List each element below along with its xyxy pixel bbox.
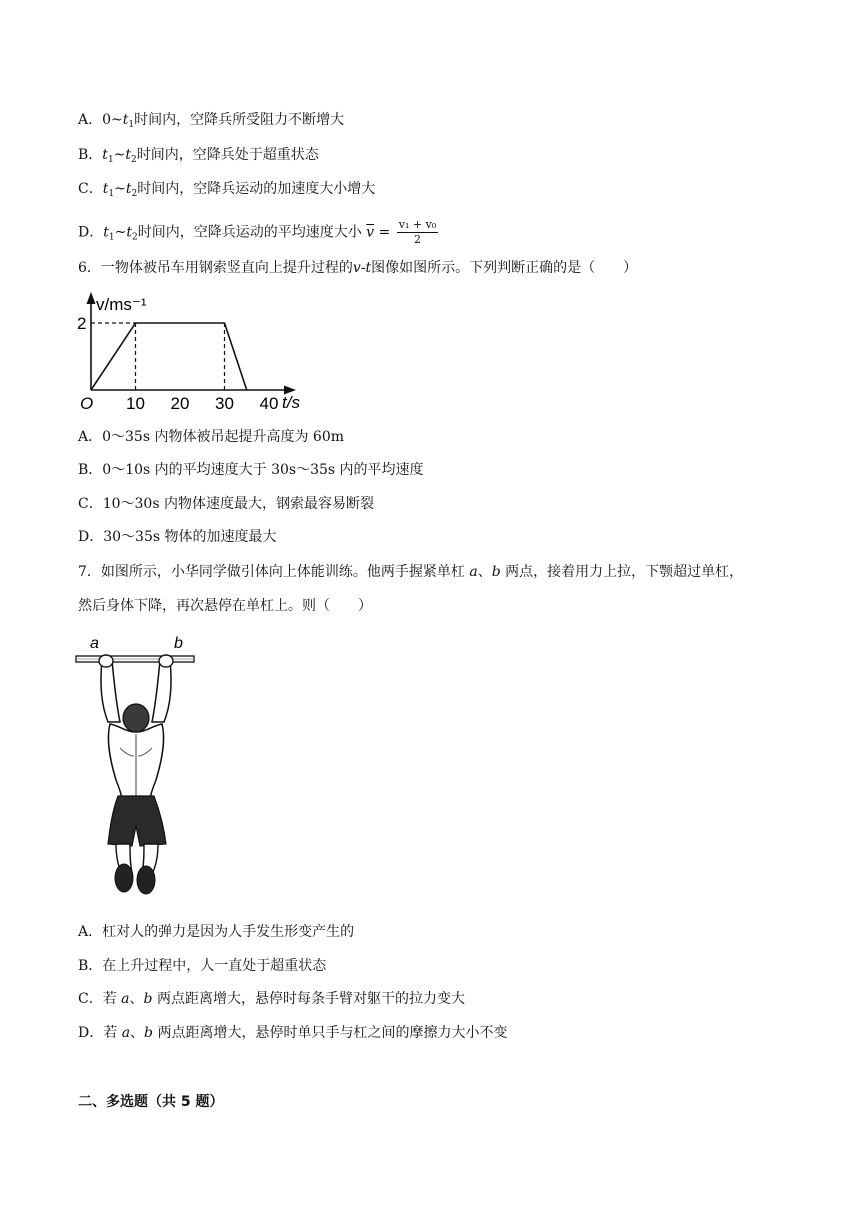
graph-line-layer: [91, 323, 247, 390]
fraction: $\frac{\text{v₁ + v₀}}{2}$: [398, 218, 437, 246]
x-tick-label: 30: [215, 394, 234, 413]
q6-stem: 6．一物体被吊车用钢索竖直向上提升过程的v-t图像如图所示。下列判断正确的是（ ）: [78, 260, 638, 276]
q5-option-d: D．$t_1\sim t_2$时间内，空降兵运动的平均速度大小 $\overline{v}$ = $\frac{\text{v₁ + v₀}}{2}$: [78, 218, 437, 246]
q7-option-d: D．若 a、b 两点距离增大，悬停时单只手与杠之间的摩擦力大小不变: [78, 1025, 508, 1041]
section-heading-multiple-choice: 二、多选题（共 5 题）: [78, 1094, 224, 1110]
q6-option-d: D．30～35s 物体的加速度最大: [78, 529, 277, 545]
x-tick-labels: [126, 394, 278, 413]
q5-option-a: A．$0\sim t_1$时间内，空降兵所受阻力不断增大: [78, 112, 345, 130]
right-shoe: [137, 866, 155, 894]
q6-option-b: B．0～10s 内的平均速度大于 30s～35s 内的平均速度: [78, 462, 424, 478]
bar-point-a-label: a: [90, 635, 99, 652]
left-hand: [99, 655, 113, 667]
q7-option-c: C．若 a、b 两点距离增大，悬停时每条手臂对躯干的拉力变大: [78, 991, 465, 1007]
x-axis-label: t/s: [282, 393, 300, 412]
q5-option-b: B．$t_1\sim t_2$时间内，空降兵处于超重状态: [78, 147, 319, 165]
origin-label: O: [80, 394, 94, 413]
y-tick-label: 2: [77, 314, 87, 333]
x-tick-label: 40: [259, 394, 279, 413]
q7-option-a: A．杠对人的弹力是因为人手发生形变产生的: [78, 924, 355, 940]
q7-stem-line1: 7．如图所示，小华同学做引体向上体能训练。他两手握紧单杠 a、b 两点，接着用力上拉，下颚超过单杠，: [78, 564, 744, 580]
q6-option-a: A．0～35s 内物体被吊起提升高度为 60m: [78, 429, 345, 445]
vt-graph: [74, 288, 314, 416]
left-arm: [101, 660, 120, 722]
q5-option-c: C．$t_1\sim t_2$时间内，空降兵运动的加速度大小增大: [78, 181, 376, 199]
head: [123, 704, 149, 732]
q7-option-b: B．在上升过程中，人一直处于超重状态: [78, 958, 327, 974]
y-axis-arrow: [87, 292, 96, 304]
x-tick-label: 20: [170, 394, 190, 413]
bar-point-b-label: b: [174, 635, 183, 652]
pullup-bar: [76, 656, 194, 662]
q6-option-c: C．10～30s 内物体速度最大，钢索最容易断裂: [78, 496, 374, 512]
shorts: [108, 796, 166, 846]
right-hand: [159, 655, 173, 667]
average-velocity-symbol: $\overline{v}$: [366, 224, 375, 241]
right-arm: [152, 660, 171, 722]
q7-stem-line2: 然后身体下降，再次悬停在单杠上。则（ ）: [78, 598, 372, 614]
y-axis-label: v/ms⁻¹: [96, 295, 147, 314]
guide-lines: [91, 323, 225, 390]
pullup-figure: [74, 630, 204, 896]
velocity-line: [91, 323, 247, 390]
left-shoe: [115, 864, 133, 892]
x-tick-label: 10: [126, 394, 145, 413]
